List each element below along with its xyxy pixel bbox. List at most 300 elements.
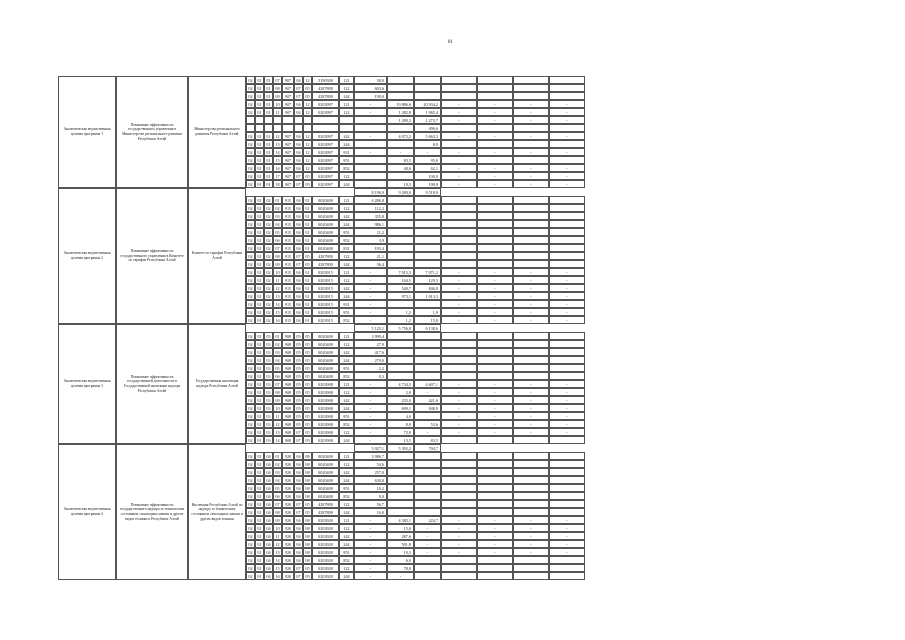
value-cell: - <box>354 108 387 116</box>
code-cell <box>312 124 339 132</box>
value-cell <box>477 92 513 100</box>
code-cell: 122 <box>339 564 354 572</box>
value-cell: 257,0 <box>354 468 387 476</box>
code-cell: 02 <box>246 156 255 164</box>
code-cell: 01 <box>303 276 312 284</box>
value-cell <box>477 436 513 444</box>
value-cell <box>513 92 549 100</box>
value-cell <box>549 212 585 220</box>
value-cell <box>477 204 513 212</box>
value-cell <box>441 332 477 340</box>
value-cell: - <box>477 148 513 156</box>
code-cell: 01 <box>255 84 264 92</box>
code-cell: 04 <box>294 308 303 316</box>
code-cell: 07 <box>294 564 303 572</box>
value-cell <box>549 92 585 100</box>
code-cell: 02 <box>246 108 255 116</box>
code-cell: 04 <box>294 156 303 164</box>
value-cell: 0,3 <box>354 372 387 380</box>
code-cell: 0203920 <box>312 532 339 540</box>
code-cell: 13 <box>273 548 282 556</box>
value-cell <box>549 452 585 460</box>
code-cell: 01 <box>303 284 312 292</box>
total-cell: 6 138,6 <box>414 324 441 332</box>
code-cell: 122 <box>339 276 354 284</box>
value-cell: 83,5 <box>414 436 441 444</box>
value-cell: - <box>441 116 477 124</box>
value-cell: 4,0 <box>387 412 414 420</box>
code-cell: 915 <box>282 300 294 308</box>
value-cell: 129,3 <box>414 276 441 284</box>
value-cell: - <box>441 100 477 108</box>
code-cell: 244 <box>339 508 354 516</box>
code-cell: 02 <box>264 204 273 212</box>
code-cell: 121 <box>339 380 354 388</box>
value-cell: 1 282,8 <box>387 108 414 116</box>
value-cell <box>441 260 477 268</box>
code-cell: 10 <box>273 268 282 276</box>
code-cell: 01 <box>264 148 273 156</box>
code-cell: 0020400 <box>312 372 339 380</box>
code-cell: 04 <box>264 476 273 484</box>
value-cell: 3,9 <box>354 236 387 244</box>
code-cell: 01 <box>255 164 264 172</box>
code-cell: 04 <box>294 236 303 244</box>
value-cell: - <box>441 420 477 428</box>
value-cell: - <box>477 404 513 412</box>
code-cell: 04 <box>294 164 303 172</box>
value-cell: - <box>513 132 549 140</box>
value-cell <box>387 300 414 308</box>
value-cell: 1 273,7 <box>414 116 441 124</box>
code-cell: 01 <box>255 244 264 252</box>
code-cell: 04 <box>294 300 303 308</box>
value-cell <box>477 140 513 148</box>
code-cell: 908 <box>282 372 294 380</box>
code-cell: 242 <box>339 284 354 292</box>
value-cell <box>513 476 549 484</box>
code-cell: 18 <box>273 180 282 188</box>
code-cell: 915 <box>282 196 294 204</box>
value-cell <box>414 228 441 236</box>
code-cell: 122 <box>339 204 354 212</box>
value-cell <box>513 84 549 92</box>
value-cell <box>513 220 549 228</box>
table-row <box>246 380 722 388</box>
code-cell: 122 <box>339 340 354 348</box>
value-cell: - <box>513 116 549 124</box>
code-cell: 0203915 <box>312 284 339 292</box>
code-cell: 01 <box>255 420 264 428</box>
code-cell: 907 <box>282 132 294 140</box>
code-cell: 03 <box>264 332 273 340</box>
code-cell <box>312 116 339 124</box>
code-cell: 121 <box>339 100 354 108</box>
code-cell: 03 <box>273 468 282 476</box>
code-cell: 0203920 <box>312 556 339 564</box>
code-cell: 02 <box>246 148 255 156</box>
table-row <box>246 236 722 244</box>
code-cell: 02 <box>264 252 273 260</box>
code-cell: 01 <box>255 388 264 396</box>
code-cell: 08 <box>273 508 282 516</box>
table-row <box>246 84 722 92</box>
value-cell <box>477 84 513 92</box>
code-cell: 04 <box>294 244 303 252</box>
value-cell: - <box>549 548 585 556</box>
value-cell: - <box>477 268 513 276</box>
code-cell: 02 <box>264 284 273 292</box>
value-cell: - <box>513 108 549 116</box>
code-cell: 05 <box>294 404 303 412</box>
value-cell <box>549 572 585 580</box>
code-cell: 02 <box>264 196 273 204</box>
code-cell: 0020400 <box>312 204 339 212</box>
code-cell: 04 <box>294 516 303 524</box>
value-cell <box>414 196 441 204</box>
code-cell: 02 <box>264 220 273 228</box>
code-cell: 04 <box>294 148 303 156</box>
code-cell: 01 <box>255 220 264 228</box>
code-cell: 01 <box>255 292 264 300</box>
code-cell: 244 <box>339 92 354 100</box>
code-cell: 02 <box>273 460 282 468</box>
code-cell: 01 <box>264 92 273 100</box>
code-cell: 05 <box>303 252 312 260</box>
value-cell <box>387 220 414 228</box>
code-cell: 01 <box>255 508 264 516</box>
code-cell: 0203908 <box>312 420 339 428</box>
code-cell: 920 <box>282 540 294 548</box>
code-cell: 0020400 <box>312 220 339 228</box>
value-cell <box>549 252 585 260</box>
value-cell <box>387 92 414 100</box>
value-cell: - <box>513 412 549 420</box>
code-cell: 05 <box>303 340 312 348</box>
code-cell: 04 <box>294 460 303 468</box>
table-row <box>246 172 722 180</box>
value-cell <box>477 252 513 260</box>
value-cell <box>414 92 441 100</box>
value-cell: - <box>549 404 585 412</box>
value-cell: 603,6 <box>354 84 387 92</box>
value-cell: - <box>513 548 549 556</box>
value-cell <box>513 196 549 204</box>
value-cell: - <box>354 132 387 140</box>
code-cell: 12 <box>303 100 312 108</box>
code-cell: 908 <box>282 388 294 396</box>
code-cell: 05 <box>303 260 312 268</box>
value-cell: - <box>513 284 549 292</box>
code-cell: 04 <box>294 556 303 564</box>
value-cell <box>387 196 414 204</box>
table-row <box>246 540 722 548</box>
value-cell: 496,6 <box>414 124 441 132</box>
code-cell: 0203997 <box>312 140 339 148</box>
code-cell: 14 <box>273 300 282 308</box>
code-cell: 01 <box>255 348 264 356</box>
value-cell <box>513 332 549 340</box>
code-cell: 920 <box>282 484 294 492</box>
code-cell: 02 <box>264 212 273 220</box>
value-cell <box>477 348 513 356</box>
code-cell: 15 <box>273 564 282 572</box>
code-cell: 852 <box>339 420 354 428</box>
code-cell: 907 <box>282 164 294 172</box>
code-cell: 244 <box>339 180 354 188</box>
code-cell: 0203908 <box>312 428 339 436</box>
program-executor: Министерство регионального развития Республики Алтай <box>188 76 246 188</box>
value-cell: 224,7 <box>414 516 441 524</box>
value-cell <box>441 476 477 484</box>
code-cell: 02 <box>246 468 255 476</box>
value-cell: 8,9 <box>414 140 441 148</box>
code-cell: 0203915 <box>312 300 339 308</box>
value-cell <box>477 500 513 508</box>
value-cell: - <box>441 292 477 300</box>
code-cell: 02 <box>264 308 273 316</box>
code-cell: 12 <box>273 540 282 548</box>
value-cell <box>477 372 513 380</box>
value-cell: - <box>549 532 585 540</box>
value-cell: - <box>354 276 387 284</box>
code-cell: 0020400 <box>312 492 339 500</box>
code-cell: 851 <box>339 364 354 372</box>
table-row <box>246 420 722 428</box>
value-cell: 6 286,8 <box>354 196 387 204</box>
code-cell: 06 <box>273 372 282 380</box>
program-name: Аналитическая ведомственная целевая программа 3 <box>58 324 116 444</box>
table-row <box>246 76 722 84</box>
code-cell: 04 <box>264 468 273 476</box>
code-cell: 04 <box>294 452 303 460</box>
code-cell: 04 <box>264 564 273 572</box>
value-cell: 112,2 <box>354 204 387 212</box>
value-cell: - <box>441 412 477 420</box>
code-cell: 0203915 <box>312 268 339 276</box>
code-cell: 0203908 <box>312 412 339 420</box>
table-row <box>246 556 722 564</box>
code-cell: 0203997 <box>312 100 339 108</box>
code-cell: 02 <box>246 204 255 212</box>
code-cell: 02 <box>246 372 255 380</box>
value-cell: 1,2 <box>387 308 414 316</box>
value-cell <box>441 556 477 564</box>
value-cell: - <box>549 540 585 548</box>
code-cell: 01 <box>255 484 264 492</box>
code-cell: 852 <box>339 492 354 500</box>
code-cell: 122 <box>339 252 354 260</box>
value-cell <box>513 156 549 164</box>
code-cell: 915 <box>282 260 294 268</box>
value-cell <box>549 508 585 516</box>
code-cell: 122 <box>339 108 354 116</box>
code-cell: 02 <box>246 340 255 348</box>
value-cell: 15,0 <box>387 524 414 532</box>
code-cell: 907 <box>282 84 294 92</box>
code-cell: 02 <box>246 540 255 548</box>
code-cell: 851 <box>339 228 354 236</box>
value-cell: 100,0 <box>414 172 441 180</box>
value-cell: - <box>354 564 387 572</box>
value-cell <box>387 356 414 364</box>
code-cell: 01 <box>303 220 312 228</box>
code-cell: 244 <box>339 356 354 364</box>
code-cell: 01 <box>255 492 264 500</box>
value-cell: - <box>414 428 441 436</box>
value-cell <box>549 140 585 148</box>
value-cell <box>387 508 414 516</box>
code-cell: 02 <box>246 100 255 108</box>
value-cell: - <box>354 404 387 412</box>
value-cell: - <box>441 148 477 156</box>
code-cell: 05 <box>303 356 312 364</box>
code-cell: 242 <box>339 348 354 356</box>
code-cell: 05 <box>303 380 312 388</box>
code-cell: 915 <box>282 268 294 276</box>
code-cell: 01 <box>264 76 273 84</box>
code-cell: 05 <box>273 484 282 492</box>
code-cell: 04 <box>294 468 303 476</box>
value-cell <box>441 228 477 236</box>
value-cell: 19 886,6 <box>387 100 414 108</box>
code-cell: 920 <box>282 500 294 508</box>
value-cell <box>549 340 585 348</box>
code-cell: 915 <box>282 316 294 324</box>
value-cell: - <box>549 172 585 180</box>
code-cell: 0020400 <box>312 212 339 220</box>
value-cell: 699,1 <box>387 404 414 412</box>
table-row <box>246 100 722 108</box>
value-cell: - <box>549 164 585 172</box>
value-cell: 3 986,7 <box>354 452 387 460</box>
value-cell <box>477 332 513 340</box>
value-cell: - <box>441 380 477 388</box>
value-cell <box>513 252 549 260</box>
code-cell: 17 <box>273 172 282 180</box>
value-cell <box>549 500 585 508</box>
code-cell: 08 <box>303 492 312 500</box>
code-cell: 05 <box>294 356 303 364</box>
value-cell <box>549 348 585 356</box>
code-cell: 06 <box>273 492 282 500</box>
value-cell <box>549 196 585 204</box>
code-cell: 01 <box>255 268 264 276</box>
code-cell: 02 <box>246 300 255 308</box>
value-cell: - <box>441 276 477 284</box>
code-cell: 13 <box>273 140 282 148</box>
table-row <box>246 572 722 580</box>
code-cell: 01 <box>255 100 264 108</box>
code-cell: 02 <box>246 452 255 460</box>
value-cell <box>513 356 549 364</box>
code-cell: 920 <box>282 556 294 564</box>
value-cell <box>513 372 549 380</box>
value-cell: 56,7 <box>354 500 387 508</box>
value-cell <box>441 236 477 244</box>
code-cell: 03 <box>264 428 273 436</box>
value-cell: 62,1 <box>414 164 441 172</box>
code-cell: 244 <box>339 436 354 444</box>
code-cell: 0020400 <box>312 460 339 468</box>
code-cell: 851 <box>339 548 354 556</box>
value-cell: - <box>354 396 387 404</box>
value-cell <box>513 564 549 572</box>
value-cell <box>513 76 549 84</box>
code-cell: 02 <box>264 268 273 276</box>
value-cell: - <box>549 308 585 316</box>
code-cell: 05 <box>294 372 303 380</box>
value-cell <box>513 124 549 132</box>
value-cell: - <box>441 300 477 308</box>
code-cell: 908 <box>282 364 294 372</box>
value-cell <box>387 172 414 180</box>
code-cell: 04 <box>294 268 303 276</box>
value-cell: - <box>513 524 549 532</box>
value-cell <box>414 236 441 244</box>
code-cell <box>282 124 294 132</box>
code-cell: 04 <box>294 220 303 228</box>
code-cell: 14 <box>273 556 282 564</box>
value-cell: - <box>513 388 549 396</box>
code-cell: 02 <box>246 260 255 268</box>
code-cell: 122 <box>339 524 354 532</box>
code-cell: 01 <box>255 204 264 212</box>
code-cell: 04 <box>264 516 273 524</box>
program-section <box>58 188 722 324</box>
code-cell: 01 <box>255 428 264 436</box>
code-cell: 242 <box>339 396 354 404</box>
code-cell: 04 <box>264 540 273 548</box>
code-cell: 0203997 <box>312 132 339 140</box>
code-cell <box>273 116 282 124</box>
table-rows <box>246 76 722 188</box>
value-cell: 7 071,2 <box>414 268 441 276</box>
code-cell: 01 <box>303 308 312 316</box>
value-cell: - <box>354 380 387 388</box>
table-row <box>246 212 722 220</box>
value-cell: - <box>441 108 477 116</box>
code-cell: 03 <box>264 340 273 348</box>
code-cell: 244 <box>339 292 354 300</box>
code-cell: 03 <box>264 372 273 380</box>
value-cell <box>549 476 585 484</box>
value-cell <box>549 84 585 92</box>
value-cell: - <box>414 148 441 156</box>
value-cell <box>549 228 585 236</box>
value-cell: - <box>477 396 513 404</box>
value-cell <box>477 460 513 468</box>
code-cell: 01 <box>255 364 264 372</box>
code-cell: 01 <box>255 460 264 468</box>
code-cell: 5190300 <box>312 76 339 84</box>
table-row <box>246 116 722 124</box>
value-cell: 5 663,3 <box>414 132 441 140</box>
table-row <box>246 476 722 484</box>
code-cell: 02 <box>246 500 255 508</box>
value-cell <box>441 244 477 252</box>
total-cell: 5 392,2 <box>387 444 414 452</box>
value-cell: - <box>549 380 585 388</box>
value-cell <box>549 460 585 468</box>
code-cell: 02 <box>246 364 255 372</box>
value-cell <box>441 84 477 92</box>
value-cell: - <box>513 316 549 324</box>
table-row <box>246 412 722 420</box>
code-cell: 908 <box>282 404 294 412</box>
value-cell <box>441 220 477 228</box>
code-cell: 920 <box>282 460 294 468</box>
